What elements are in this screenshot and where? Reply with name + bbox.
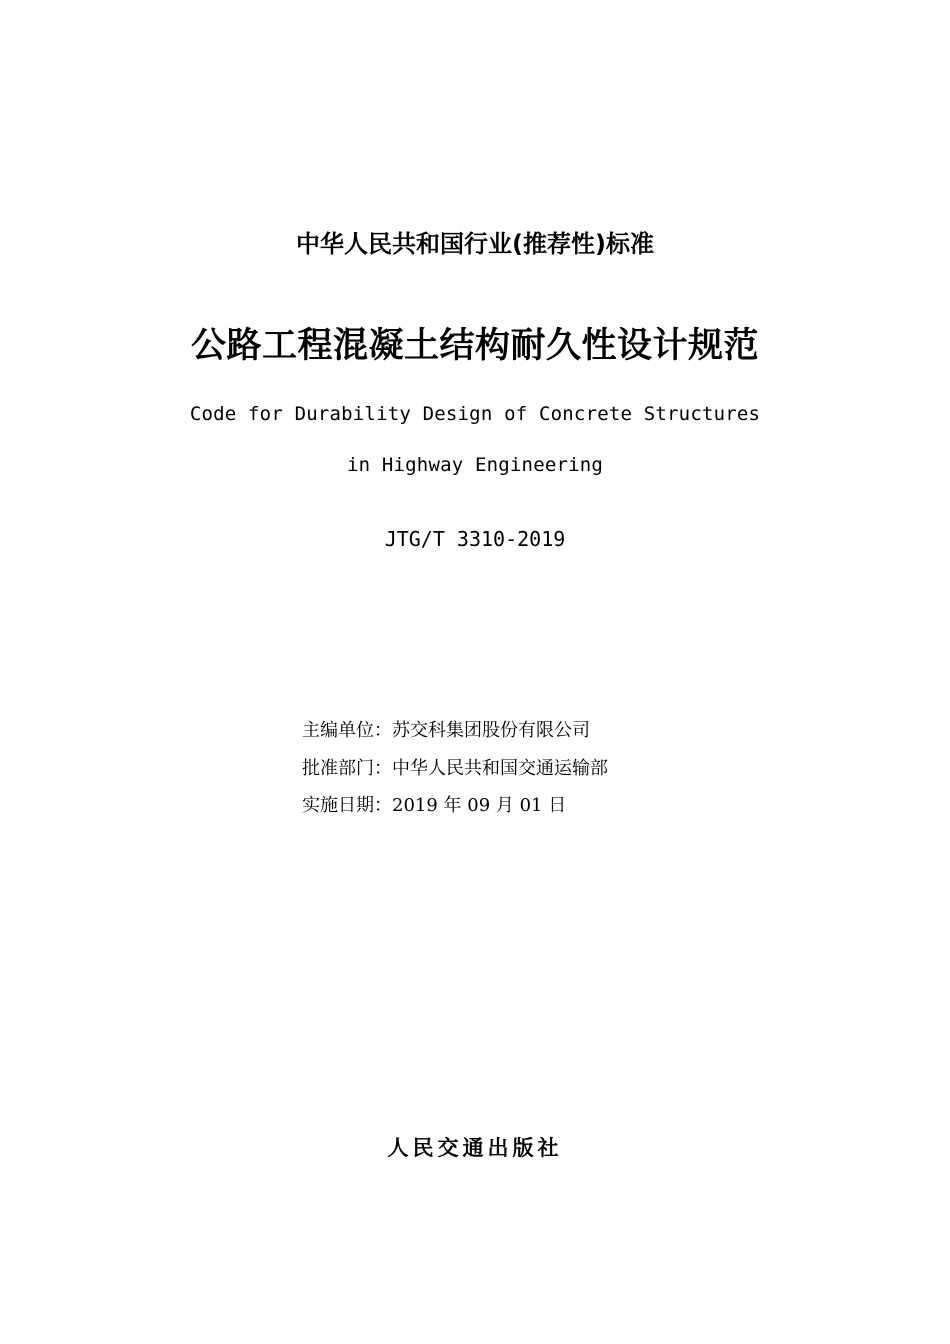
- title-chinese: 公路工程混凝土结构耐久性设计规范: [190, 326, 759, 366]
- meta-row-approver: [302, 756, 608, 794]
- meta-value: 2019 年 09 月 01 日: [392, 795, 567, 816]
- title-english-line-2: in Highway Engineering: [346, 454, 604, 476]
- meta-value: 中华人民共和国交通运输部: [392, 757, 608, 779]
- standard-code: JTG/T 3310-2019: [384, 527, 566, 551]
- meta-block: [302, 718, 608, 831]
- meta-label: 实施日期：: [302, 795, 392, 816]
- meta-row-editor: [302, 718, 608, 756]
- standard-category: 中华人民共和国行业(推荐性)标准: [296, 230, 654, 258]
- meta-label: 批准部门：: [302, 757, 392, 779]
- meta-value: 苏交科集团股份有限公司: [392, 720, 590, 741]
- publisher-name: 人民交通出版社: [387, 1135, 563, 1160]
- meta-label: 主编单位：: [302, 720, 392, 741]
- title-english-line-1: Code for Durability Design of Concrete Structures: [189, 403, 761, 425]
- meta-row-effective-date: [302, 793, 608, 831]
